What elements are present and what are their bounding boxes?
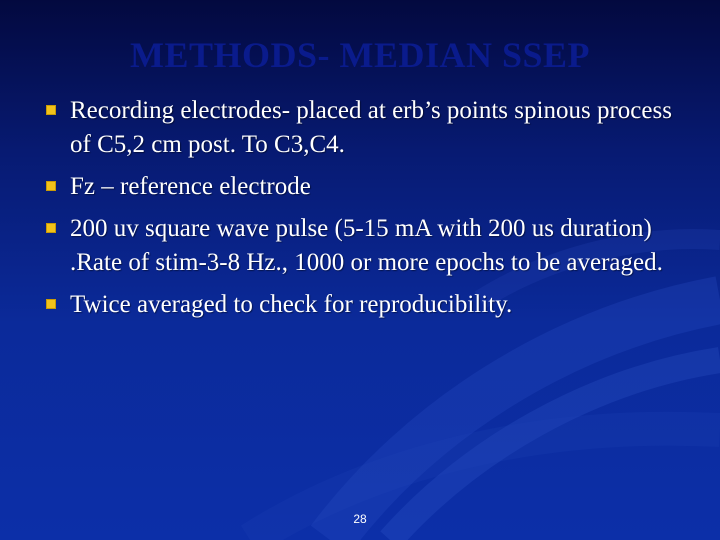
bullet-text: Fz – reference electrode [70, 173, 311, 200]
bullet-square-icon [46, 223, 56, 233]
bullet-text: Recording electrodes- placed at erb’s points spinous process of C5,2 cm post. To C3,C4. [70, 97, 672, 158]
bullet-text: 200 uv square wave pulse (5-15 mA with 200 us duration) .Rate of stim-3-8 Hz., 1000 or more epochs to be averaged. [70, 215, 663, 276]
slide-title: METHODS- MEDIAN SSEP [129, 35, 591, 75]
bullet-square-icon [46, 181, 56, 191]
bullet-item [42, 212, 682, 280]
page-number: 28 [353, 512, 367, 526]
bullet-item [42, 170, 682, 204]
bullet-list [42, 94, 682, 330]
bullet-square-icon [46, 299, 56, 309]
bullet-item [42, 94, 682, 162]
bullet-square-icon [46, 105, 56, 115]
bullet-text: Twice averaged to check for reproducibility. [70, 291, 513, 318]
bullet-item [42, 288, 682, 322]
